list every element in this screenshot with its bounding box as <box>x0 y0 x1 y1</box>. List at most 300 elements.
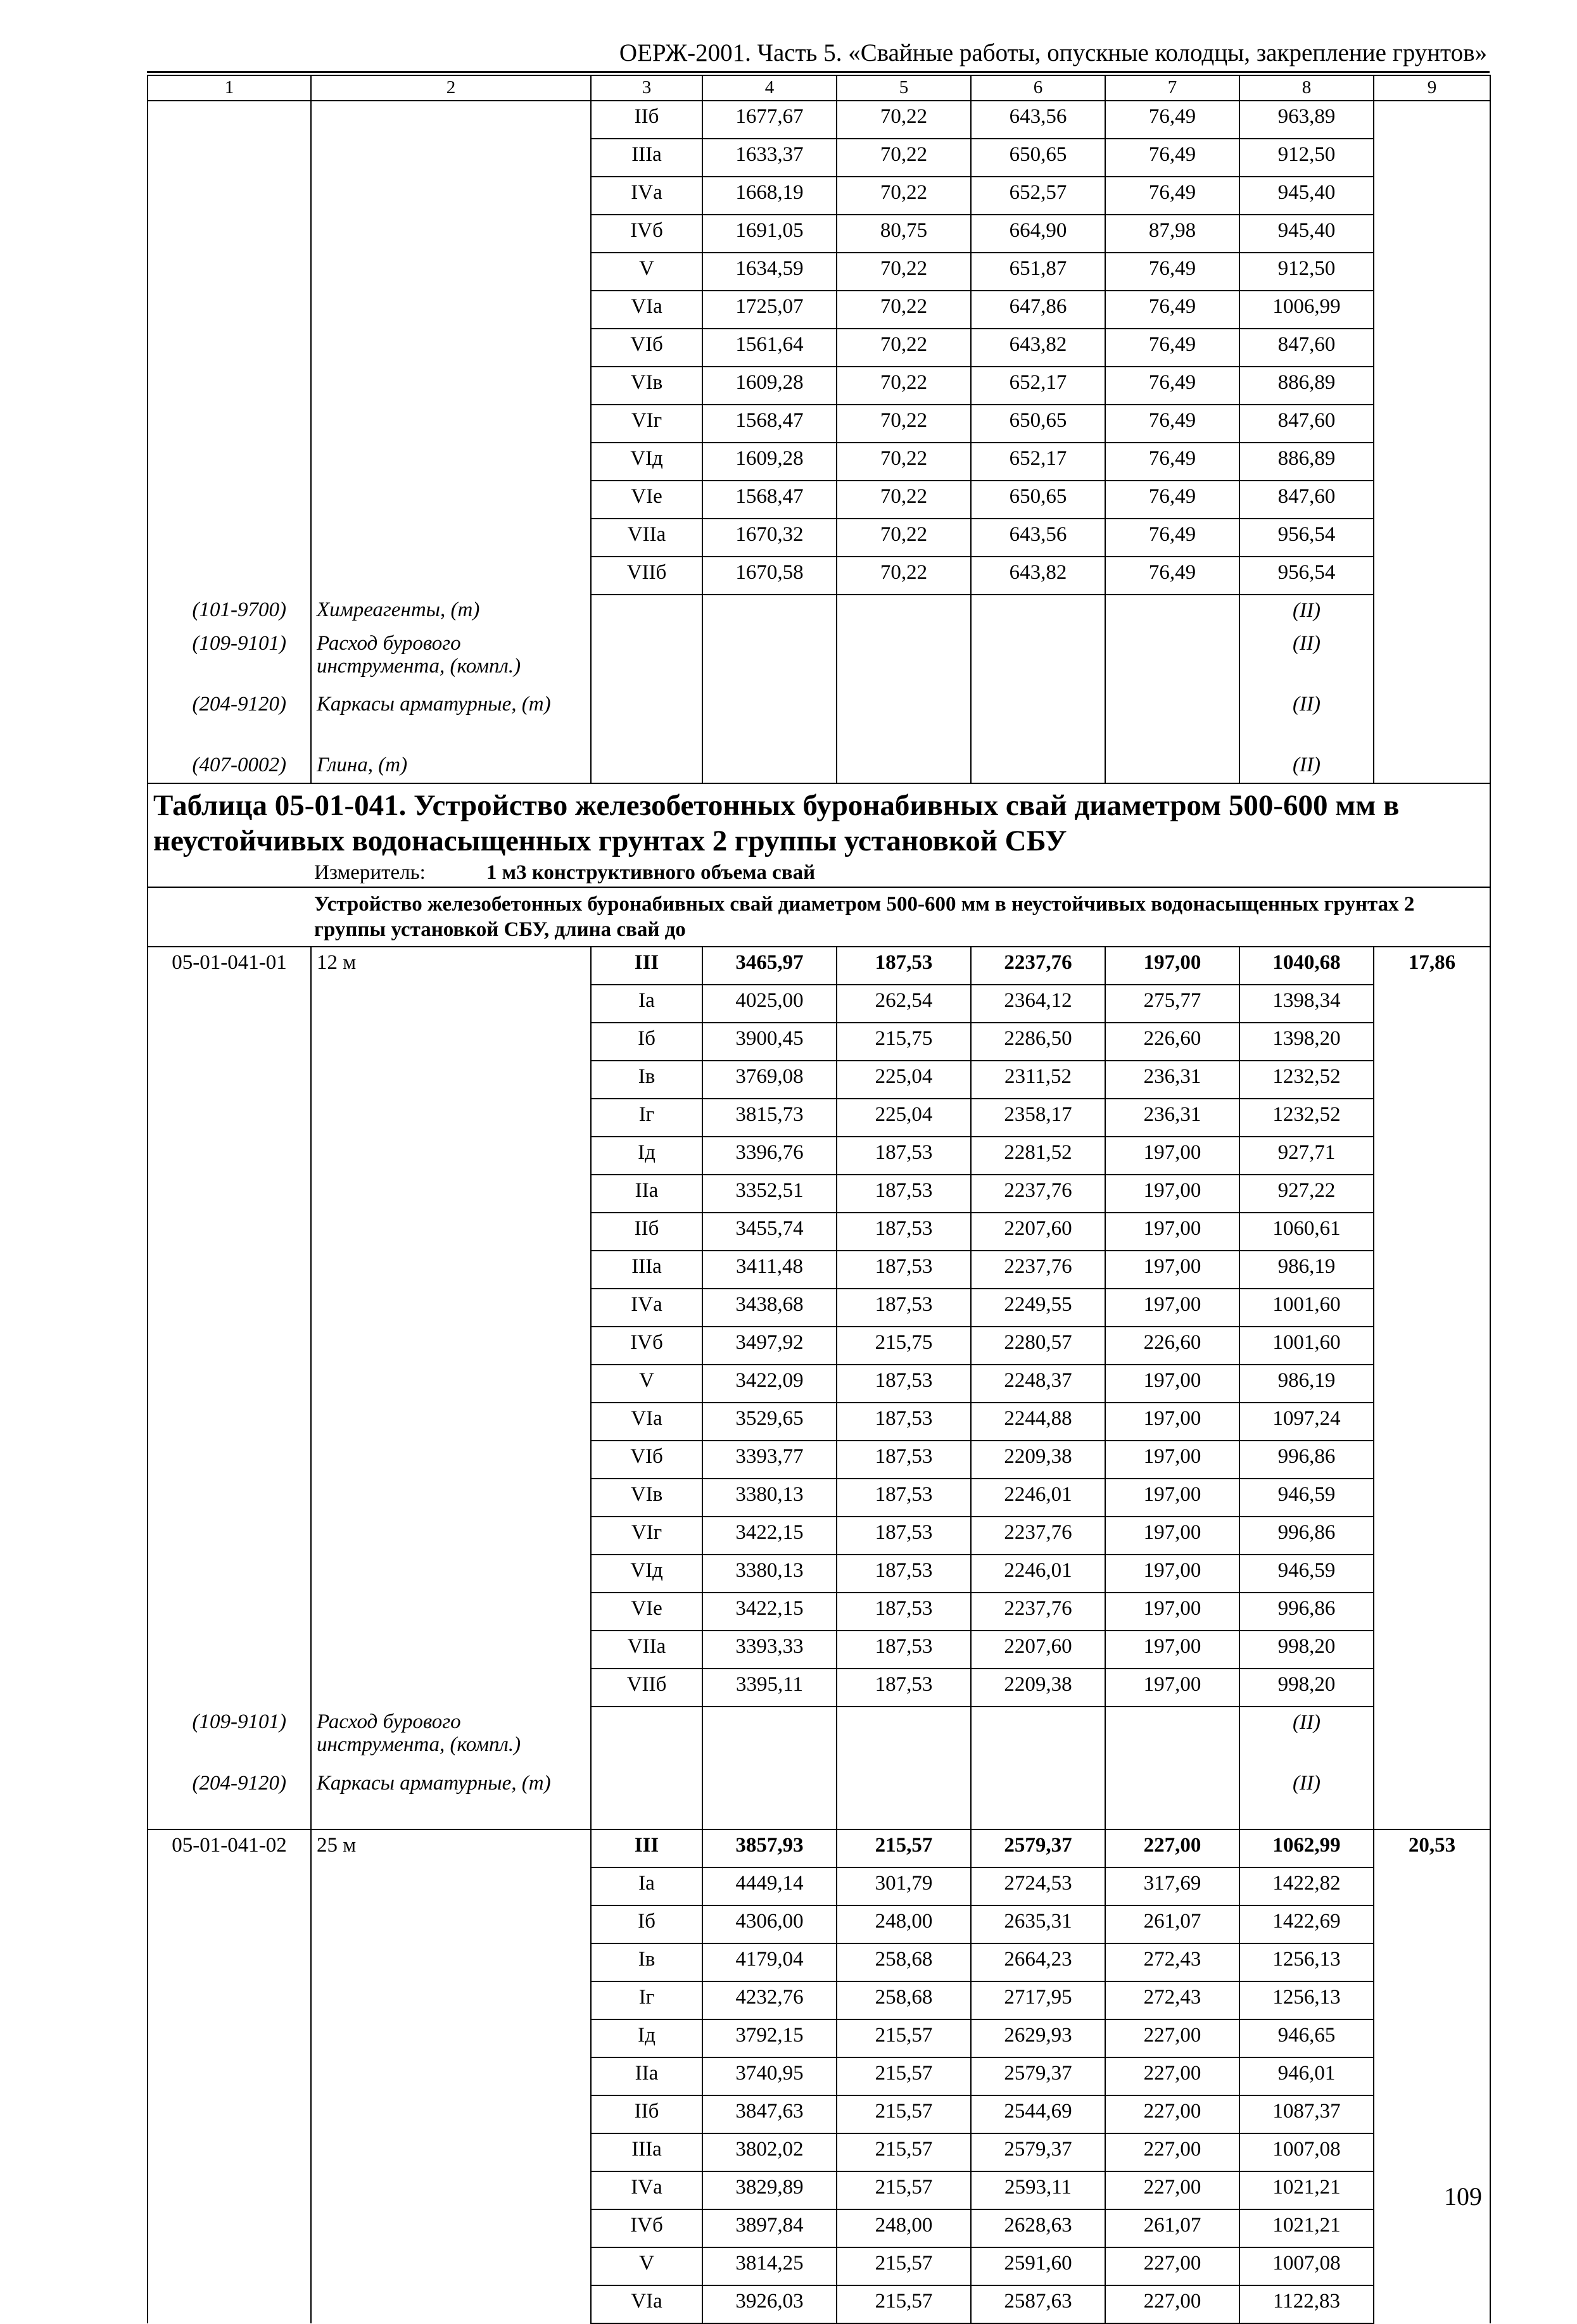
labor-value <box>1374 1175 1490 1213</box>
material-row <box>148 689 1490 750</box>
rate-value: 275,77 <box>1105 985 1239 1023</box>
region-zone: Iб <box>591 1023 702 1061</box>
rate-row <box>148 2057 1490 2095</box>
rate-value: 76,49 <box>1105 253 1239 291</box>
rate-value: 1021,21 <box>1239 2209 1374 2247</box>
rate-value: 226,60 <box>1105 1023 1239 1061</box>
rate-value: 227,00 <box>1105 2171 1239 2209</box>
rate-value: 998,20 <box>1239 1631 1374 1669</box>
rate-row <box>148 2209 1490 2247</box>
item-name <box>311 2133 591 2171</box>
rate-value: 2286,50 <box>971 1023 1105 1061</box>
item-name <box>311 1289 591 1327</box>
rate-value: 912,50 <box>1239 253 1374 291</box>
labor-value <box>1374 519 1490 557</box>
labor-value <box>1374 1555 1490 1593</box>
labor-value <box>1374 1441 1490 1479</box>
labor-value <box>1374 1631 1490 1669</box>
rate-value: 76,49 <box>1105 481 1239 519</box>
table-cell <box>1105 750 1239 783</box>
rate-value: 3529,65 <box>702 1403 837 1441</box>
labor-value <box>1374 2285 1490 2323</box>
item-name <box>311 519 591 557</box>
labor-value <box>1374 2019 1490 2057</box>
item-code <box>148 1669 311 1707</box>
rate-value: 187,53 <box>837 1669 971 1707</box>
rate-row <box>148 1137 1490 1175</box>
item-name <box>311 1943 591 1981</box>
labor-value: 17,86 <box>1374 947 1490 985</box>
labor-value <box>1374 985 1490 1023</box>
item-name: 12 м <box>311 947 591 985</box>
labor-value <box>1374 177 1490 215</box>
rate-value: 301,79 <box>837 1867 971 1905</box>
rate-value: 2635,31 <box>971 1905 1105 1943</box>
rate-value: 652,57 <box>971 177 1105 215</box>
rate-value: 2358,17 <box>971 1099 1105 1137</box>
rate-value: 76,49 <box>1105 139 1239 177</box>
item-name <box>311 1213 591 1251</box>
item-code <box>148 1213 311 1251</box>
rate-row <box>148 1867 1490 1905</box>
rate-value: 187,53 <box>837 1403 971 1441</box>
table-cell <box>1374 1707 1490 1768</box>
rate-value: 215,75 <box>837 1327 971 1365</box>
table-cell <box>1374 1768 1490 1829</box>
rate-row <box>148 519 1490 557</box>
rate-value: 1060,61 <box>1239 1213 1374 1251</box>
rate-value: 1422,69 <box>1239 1905 1374 1943</box>
table-cell <box>1105 689 1239 750</box>
rate-value: 197,00 <box>1105 1479 1239 1517</box>
item-name <box>311 1905 591 1943</box>
rate-value: 187,53 <box>837 1441 971 1479</box>
item-code <box>148 1251 311 1289</box>
region-zone: VIв <box>591 1479 702 1517</box>
labor-value <box>1374 2133 1490 2171</box>
material-code: (109-9101) <box>148 1707 311 1768</box>
item-code <box>148 101 311 139</box>
item-code <box>148 367 311 405</box>
rate-value: 886,89 <box>1239 443 1374 481</box>
region-zone: Iд <box>591 1137 702 1175</box>
rate-value: 197,00 <box>1105 1403 1239 1441</box>
measure-row <box>148 861 1490 887</box>
labor-value <box>1374 1365 1490 1403</box>
item-name <box>311 1365 591 1403</box>
rate-value: 3393,33 <box>702 1631 837 1669</box>
table-cell <box>1374 595 1490 628</box>
rate-value: 927,22 <box>1239 1175 1374 1213</box>
rate-value: 946,59 <box>1239 1479 1374 1517</box>
material-row <box>148 595 1490 628</box>
material-mark: (II) <box>1239 750 1374 783</box>
rate-value: 647,86 <box>971 291 1105 329</box>
rate-value: 261,07 <box>1105 1905 1239 1943</box>
rate-value: 1001,60 <box>1239 1327 1374 1365</box>
rate-value: 197,00 <box>1105 1593 1239 1631</box>
rate-value: 3792,15 <box>702 2019 837 2057</box>
rate-row <box>148 367 1490 405</box>
rate-row <box>148 1365 1490 1403</box>
item-name <box>311 1593 591 1631</box>
region-zone: IIIа <box>591 2133 702 2171</box>
rate-value: 197,00 <box>1105 1631 1239 1669</box>
rate-value: 1040,68 <box>1239 947 1374 985</box>
rate-value: 2209,38 <box>971 1669 1105 1707</box>
rate-value: 2249,55 <box>971 1289 1105 1327</box>
table-cell <box>837 1768 971 1829</box>
rate-row <box>148 1981 1490 2019</box>
rate-value: 262,54 <box>837 985 971 1023</box>
region-zone: IVб <box>591 215 702 253</box>
table-cell <box>702 689 837 750</box>
rate-value: 76,49 <box>1105 101 1239 139</box>
rate-value: 197,00 <box>1105 947 1239 985</box>
region-zone: IVа <box>591 2171 702 2209</box>
item-code: 05-01-041-02 <box>148 1829 311 1867</box>
rate-value: 3380,13 <box>702 1479 837 1517</box>
rate-value: 2724,53 <box>971 1867 1105 1905</box>
rate-row <box>148 1061 1490 1099</box>
measure <box>148 861 1490 887</box>
item-code <box>148 329 311 367</box>
rate-value: 3900,45 <box>702 1023 837 1061</box>
rate-value: 187,53 <box>837 1137 971 1175</box>
region-zone: Iг <box>591 1981 702 2019</box>
rate-value: 847,60 <box>1239 329 1374 367</box>
rate-value: 70,22 <box>837 291 971 329</box>
labor-value <box>1374 481 1490 519</box>
rate-row <box>148 1555 1490 1593</box>
rate-value: 651,87 <box>971 253 1105 291</box>
rate-value: 643,82 <box>971 329 1105 367</box>
table-cell <box>971 1707 1105 1768</box>
rate-value: 76,49 <box>1105 443 1239 481</box>
rate-value: 2579,37 <box>971 2057 1105 2095</box>
rate-value: 986,19 <box>1239 1365 1374 1403</box>
rate-value: 4179,04 <box>702 1943 837 1981</box>
region-zone: III <box>591 1829 702 1867</box>
labor-value <box>1374 1023 1490 1061</box>
labor-value <box>1374 2095 1490 2133</box>
rate-value: 1021,21 <box>1239 2171 1374 2209</box>
rate-row <box>148 1943 1490 1981</box>
rate-row <box>148 329 1490 367</box>
rate-value: 76,49 <box>1105 367 1239 405</box>
rate-value: 956,54 <box>1239 557 1374 595</box>
rate-value: 3897,84 <box>702 2209 837 2247</box>
rate-value: 70,22 <box>837 519 971 557</box>
rate-value: 76,49 <box>1105 177 1239 215</box>
rate-value: 1561,64 <box>702 329 837 367</box>
item-name <box>311 329 591 367</box>
item-name <box>311 253 591 291</box>
rate-value: 912,50 <box>1239 139 1374 177</box>
rate-value: 236,31 <box>1105 1099 1239 1137</box>
item-code <box>148 519 311 557</box>
column-number: 6 <box>971 75 1105 101</box>
rate-value: 215,57 <box>837 2019 971 2057</box>
region-zone: VIг <box>591 1517 702 1555</box>
rate-row <box>148 1905 1490 1943</box>
rate-value: 187,53 <box>837 1175 971 1213</box>
region-zone: IIа <box>591 1175 702 1213</box>
region-zone: VIIб <box>591 557 702 595</box>
item-name <box>311 215 591 253</box>
rate-row <box>148 1593 1490 1631</box>
material-row <box>148 1707 1490 1768</box>
table-cell <box>837 628 971 689</box>
region-zone: V <box>591 2247 702 2285</box>
labor-value <box>1374 1251 1490 1289</box>
rate-value: 227,00 <box>1105 2285 1239 2323</box>
labor-value <box>1374 1479 1490 1517</box>
material-code: (407-0002) <box>148 750 311 783</box>
rate-value: 2591,60 <box>971 2247 1105 2285</box>
item-name <box>311 1479 591 1517</box>
rate-value: 3438,68 <box>702 1289 837 1327</box>
rate-value: 187,53 <box>837 1365 971 1403</box>
rate-value: 187,53 <box>837 1593 971 1631</box>
rate-row <box>148 1213 1490 1251</box>
item-code <box>148 139 311 177</box>
rate-value: 87,98 <box>1105 215 1239 253</box>
rate-value: 70,22 <box>837 557 971 595</box>
rate-value: 1256,13 <box>1239 1943 1374 1981</box>
item-code <box>148 1517 311 1555</box>
rate-value: 76,49 <box>1105 557 1239 595</box>
region-zone: IIа <box>591 2057 702 2095</box>
labor-value <box>1374 2209 1490 2247</box>
item-code <box>148 405 311 443</box>
rate-value: 225,04 <box>837 1099 971 1137</box>
rate-value: 3395,11 <box>702 1669 837 1707</box>
rate-value: 187,53 <box>837 1289 971 1327</box>
rate-row <box>148 1327 1490 1365</box>
rate-value: 227,00 <box>1105 2247 1239 2285</box>
rate-value: 956,54 <box>1239 519 1374 557</box>
item-code <box>148 1061 311 1099</box>
rate-value: 3802,02 <box>702 2133 837 2171</box>
rate-value: 650,65 <box>971 481 1105 519</box>
rate-value: 258,68 <box>837 1943 971 1981</box>
rate-value: 76,49 <box>1105 405 1239 443</box>
labor-value <box>1374 1327 1490 1365</box>
material-code: (109-9101) <box>148 628 311 689</box>
column-number: 1 <box>148 75 311 101</box>
column-number: 8 <box>1239 75 1374 101</box>
item-code <box>148 1441 311 1479</box>
rate-row <box>148 1517 1490 1555</box>
table-cell <box>1374 689 1490 750</box>
item-name <box>311 2095 591 2133</box>
table-cell <box>837 1707 971 1768</box>
rate-value: 2237,76 <box>971 1593 1105 1631</box>
rate-value: 2544,69 <box>971 2095 1105 2133</box>
rate-value: 227,00 <box>1105 2095 1239 2133</box>
measure-value: 1 м3 конструктивного объема свай <box>486 861 816 884</box>
region-zone: IIб <box>591 1213 702 1251</box>
rate-value: 2717,95 <box>971 1981 1105 2019</box>
rate-row <box>148 177 1490 215</box>
rate-row <box>148 1403 1490 1441</box>
item-code <box>148 1327 311 1365</box>
region-zone: IIIа <box>591 1251 702 1289</box>
rate-value: 664,90 <box>971 215 1105 253</box>
rate-row <box>148 1829 1490 1867</box>
material-name: Каркасы арматурные, (т) <box>311 1768 591 1829</box>
rate-value: 1568,47 <box>702 405 837 443</box>
table-cell <box>971 595 1105 628</box>
table-cell <box>702 1768 837 1829</box>
item-code <box>148 1023 311 1061</box>
rate-value: 1256,13 <box>1239 1981 1374 2019</box>
region-zone: IVа <box>591 1289 702 1327</box>
labor-value <box>1374 405 1490 443</box>
region-zone: Iб <box>591 1905 702 1943</box>
material-mark: (II) <box>1239 628 1374 689</box>
item-name <box>311 1099 591 1137</box>
labor-value <box>1374 1981 1490 2019</box>
rate-value: 2248,37 <box>971 1365 1105 1403</box>
labor-value <box>1374 1867 1490 1905</box>
rate-value: 70,22 <box>837 329 971 367</box>
rate-value: 215,57 <box>837 2095 971 2133</box>
item-name <box>311 2247 591 2285</box>
rate-value: 1122,83 <box>1239 2285 1374 2323</box>
item-code <box>148 2019 311 2057</box>
item-code <box>148 1365 311 1403</box>
rate-value: 225,04 <box>837 1061 971 1099</box>
item-name <box>311 1403 591 1441</box>
item-name <box>311 2171 591 2209</box>
rate-value: 317,69 <box>1105 1867 1239 1905</box>
rate-value: 2593,11 <box>971 2171 1105 2209</box>
rate-row <box>148 1099 1490 1137</box>
rate-row <box>148 2095 1490 2133</box>
material-code: (204-9120) <box>148 1768 311 1829</box>
labor-value: 20,53 <box>1374 1829 1490 1867</box>
rate-value: 197,00 <box>1105 1175 1239 1213</box>
region-zone: VIе <box>591 1593 702 1631</box>
rate-value: 215,57 <box>837 2171 971 2209</box>
rate-value: 3465,97 <box>702 947 837 985</box>
item-name <box>311 1517 591 1555</box>
rate-value: 187,53 <box>837 1251 971 1289</box>
rate-value: 3411,48 <box>702 1251 837 1289</box>
table-cell <box>591 1707 702 1768</box>
rate-value: 272,43 <box>1105 1981 1239 2019</box>
labor-value <box>1374 1137 1490 1175</box>
table-cell <box>1105 595 1239 628</box>
item-code <box>148 2057 311 2095</box>
item-code: 05-01-041-01 <box>148 947 311 985</box>
rate-value: 227,00 <box>1105 2019 1239 2057</box>
rate-value: 986,19 <box>1239 1251 1374 1289</box>
material-row <box>148 750 1490 783</box>
rate-value: 946,65 <box>1239 2019 1374 2057</box>
item-code <box>148 1905 311 1943</box>
rate-value: 70,22 <box>837 443 971 481</box>
item-code <box>148 1981 311 2019</box>
rate-value: 643,56 <box>971 519 1105 557</box>
rate-value: 946,59 <box>1239 1555 1374 1593</box>
material-name: Глина, (т) <box>311 750 591 783</box>
labor-value <box>1374 1593 1490 1631</box>
rate-value: 226,60 <box>1105 1327 1239 1365</box>
region-zone: Iа <box>591 1867 702 1905</box>
region-zone: Iд <box>591 2019 702 2057</box>
item-code <box>148 2209 311 2247</box>
item-name <box>311 1669 591 1707</box>
rate-value: 1232,52 <box>1239 1061 1374 1099</box>
table-subtitle: Устройство железобетонных буронабивных свай диаметром 500-600 мм в неустойчивых водонасыщенных грунтах 2 группы установкой СБУ, длина свай до <box>148 887 1490 947</box>
rate-value: 215,75 <box>837 1023 971 1061</box>
rate-row <box>148 139 1490 177</box>
table-cell <box>702 595 837 628</box>
rate-value: 652,17 <box>971 367 1105 405</box>
rate-value: 70,22 <box>837 367 971 405</box>
rate-row <box>148 947 1490 985</box>
item-code <box>148 1867 311 1905</box>
rate-row <box>148 215 1490 253</box>
item-code <box>148 443 311 481</box>
table-cell <box>971 689 1105 750</box>
rate-value: 2207,60 <box>971 1631 1105 1669</box>
labor-value <box>1374 329 1490 367</box>
region-zone: VIе <box>591 481 702 519</box>
table-cell <box>1374 628 1490 689</box>
rate-value: 1087,37 <box>1239 2095 1374 2133</box>
rate-value: 4025,00 <box>702 985 837 1023</box>
column-number: 7 <box>1105 75 1239 101</box>
rate-value: 3769,08 <box>702 1061 837 1099</box>
rate-value: 227,00 <box>1105 2057 1239 2095</box>
material-name: Химреагенты, (т) <box>311 595 591 628</box>
item-name <box>311 1251 591 1289</box>
rate-value: 215,57 <box>837 2285 971 2323</box>
rate-value: 3740,95 <box>702 2057 837 2095</box>
table-title-row <box>148 783 1490 861</box>
table-cell <box>591 628 702 689</box>
rate-value: 2209,38 <box>971 1441 1105 1479</box>
rate-value: 3396,76 <box>702 1137 837 1175</box>
subtitle-row <box>148 887 1490 947</box>
rate-value: 3497,92 <box>702 1327 837 1365</box>
item-code <box>148 177 311 215</box>
item-code <box>148 1099 311 1137</box>
rate-value: 1677,67 <box>702 101 837 139</box>
rate-value: 197,00 <box>1105 1289 1239 1327</box>
rate-value: 847,60 <box>1239 405 1374 443</box>
material-name: Каркасы арматурные, (т) <box>311 689 591 750</box>
rate-value: 650,65 <box>971 405 1105 443</box>
rate-value: 1398,20 <box>1239 1023 1374 1061</box>
rate-row <box>148 2171 1490 2209</box>
item-code <box>148 557 311 595</box>
region-zone: VIб <box>591 329 702 367</box>
rate-value: 197,00 <box>1105 1251 1239 1289</box>
rate-value: 3352,51 <box>702 1175 837 1213</box>
region-zone: IIб <box>591 2095 702 2133</box>
table-cell <box>971 1768 1105 1829</box>
table-cell <box>591 689 702 750</box>
item-code <box>148 1403 311 1441</box>
rate-value: 3829,89 <box>702 2171 837 2209</box>
rate-row <box>148 557 1490 595</box>
rate-value: 996,86 <box>1239 1517 1374 1555</box>
